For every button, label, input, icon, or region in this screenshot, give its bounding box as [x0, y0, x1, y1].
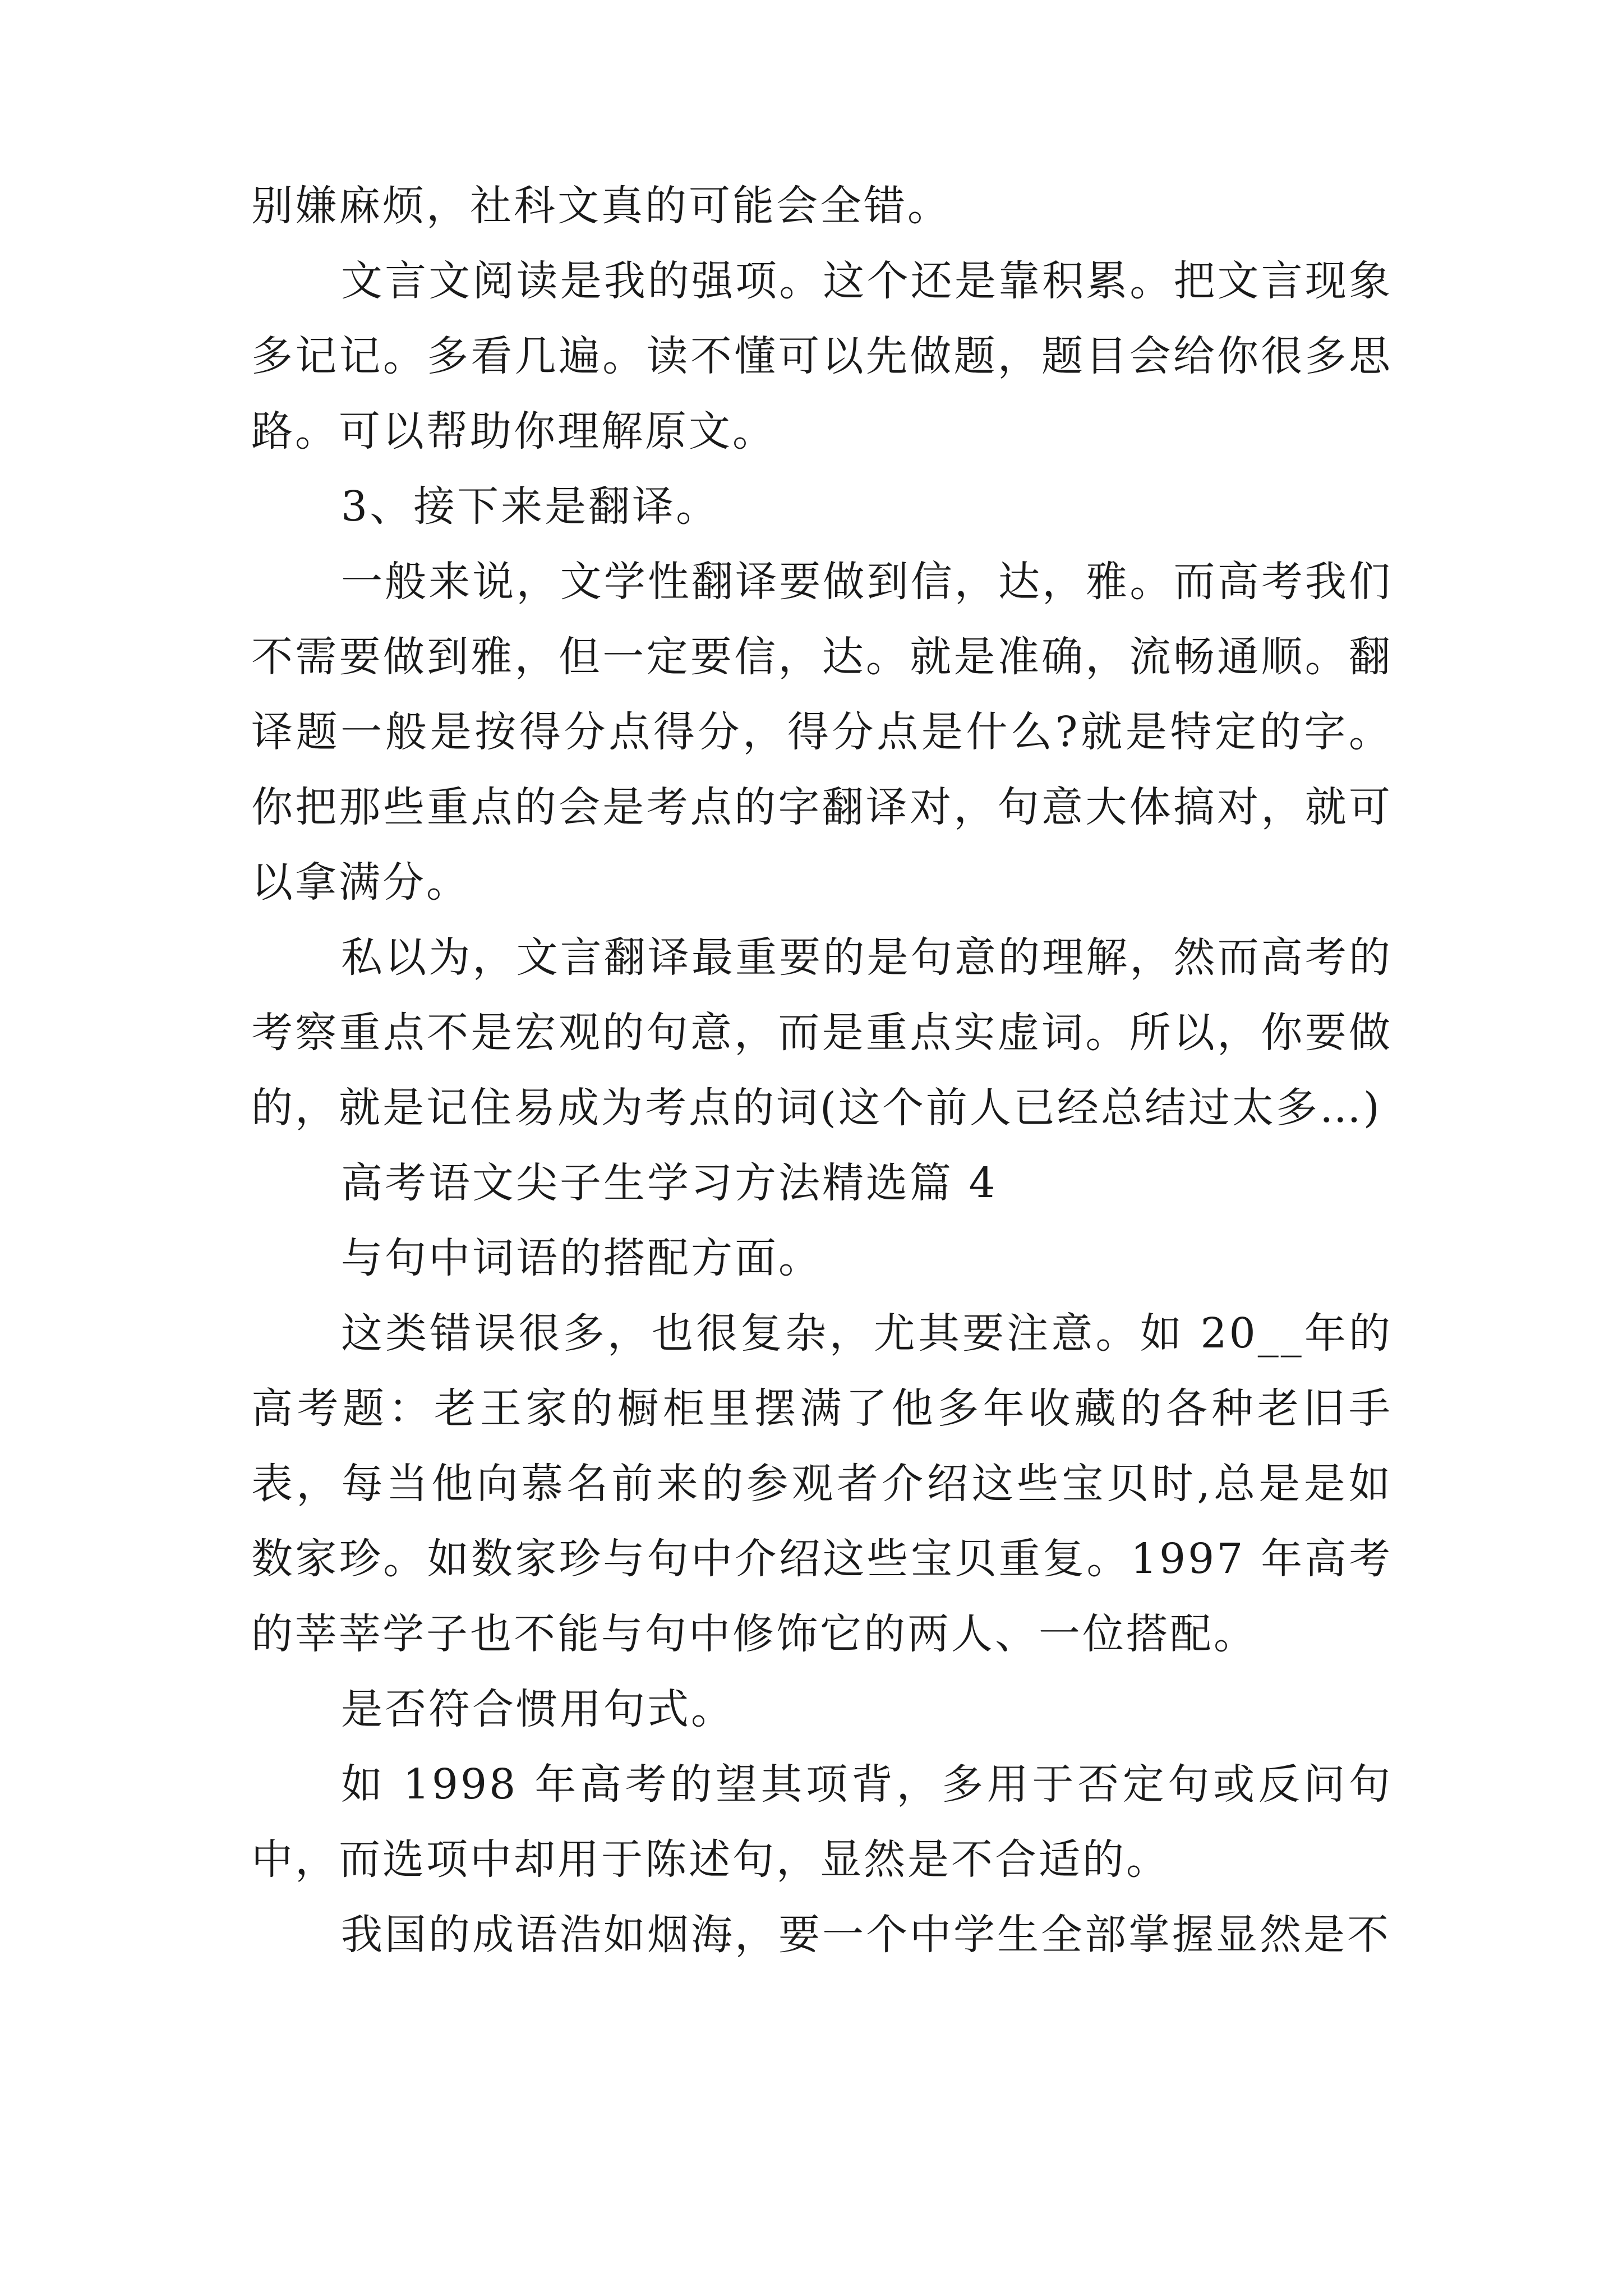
section-heading: 高考语文尖子生学习方法精选篇 4: [341, 1159, 998, 1207]
paragraph: 是否符合惯用句式。: [341, 1685, 735, 1733]
paragraph: 3、接下来是翻译。: [341, 482, 720, 531]
paragraph: 私以为，文言翻译最重要的是句意的理解，然而高考的考察重点不是宏观的句意，而是重点实虚词。所以，你要做的，就是记住易成为考点的词(这个前人已经总结过太多…): [251, 933, 1393, 1132]
paragraph: 别嫌麻烦，社科文真的可能会全错。: [251, 182, 951, 230]
paragraph: 文言文阅读是我的强项。这个还是靠积累。把文言现象多记记。多看几遍。读不懂可以先做题，题目会给你很多思路。可以帮助你理解原文。: [251, 257, 1393, 455]
paragraph: 我国的成语浩如烟海，要一个中学生全部掌握显然是不: [341, 1911, 1391, 1959]
paragraph: 这类错误很多，也很复杂，尤其要注意。如 20__年的高考题：老王家的橱柜里摆满了他多年收藏的各种老旧手表，每当他向慕名前来的参观者介绍这些宝贝时,总是是如数家珍。如数家珍与句中介绍这些宝贝重复。1997 年高考的莘莘学子也不能与句中修饰它的两人、一位搭配。: [251, 1309, 1393, 1658]
paragraph: 与句中词语的搭配方面。: [341, 1234, 822, 1282]
paragraph: 一般来说，文学性翻译要做到信，达，雅。而高考我们不需要做到雅，但一定要信，达。就是准确，流畅通顺。翻译题一般是按得分点得分，得分点是什么?就是特定的字。你把那些重点的会是考点的字翻译对，句意大体搞对，就可以拿满分。: [251, 558, 1393, 907]
document-body: [251, 168, 1393, 1972]
paragraph: 如 1998 年高考的望其项背，多用于否定句或反问句中，而选项中却用于陈述句，显然是不合适的。: [251, 1760, 1393, 1884]
